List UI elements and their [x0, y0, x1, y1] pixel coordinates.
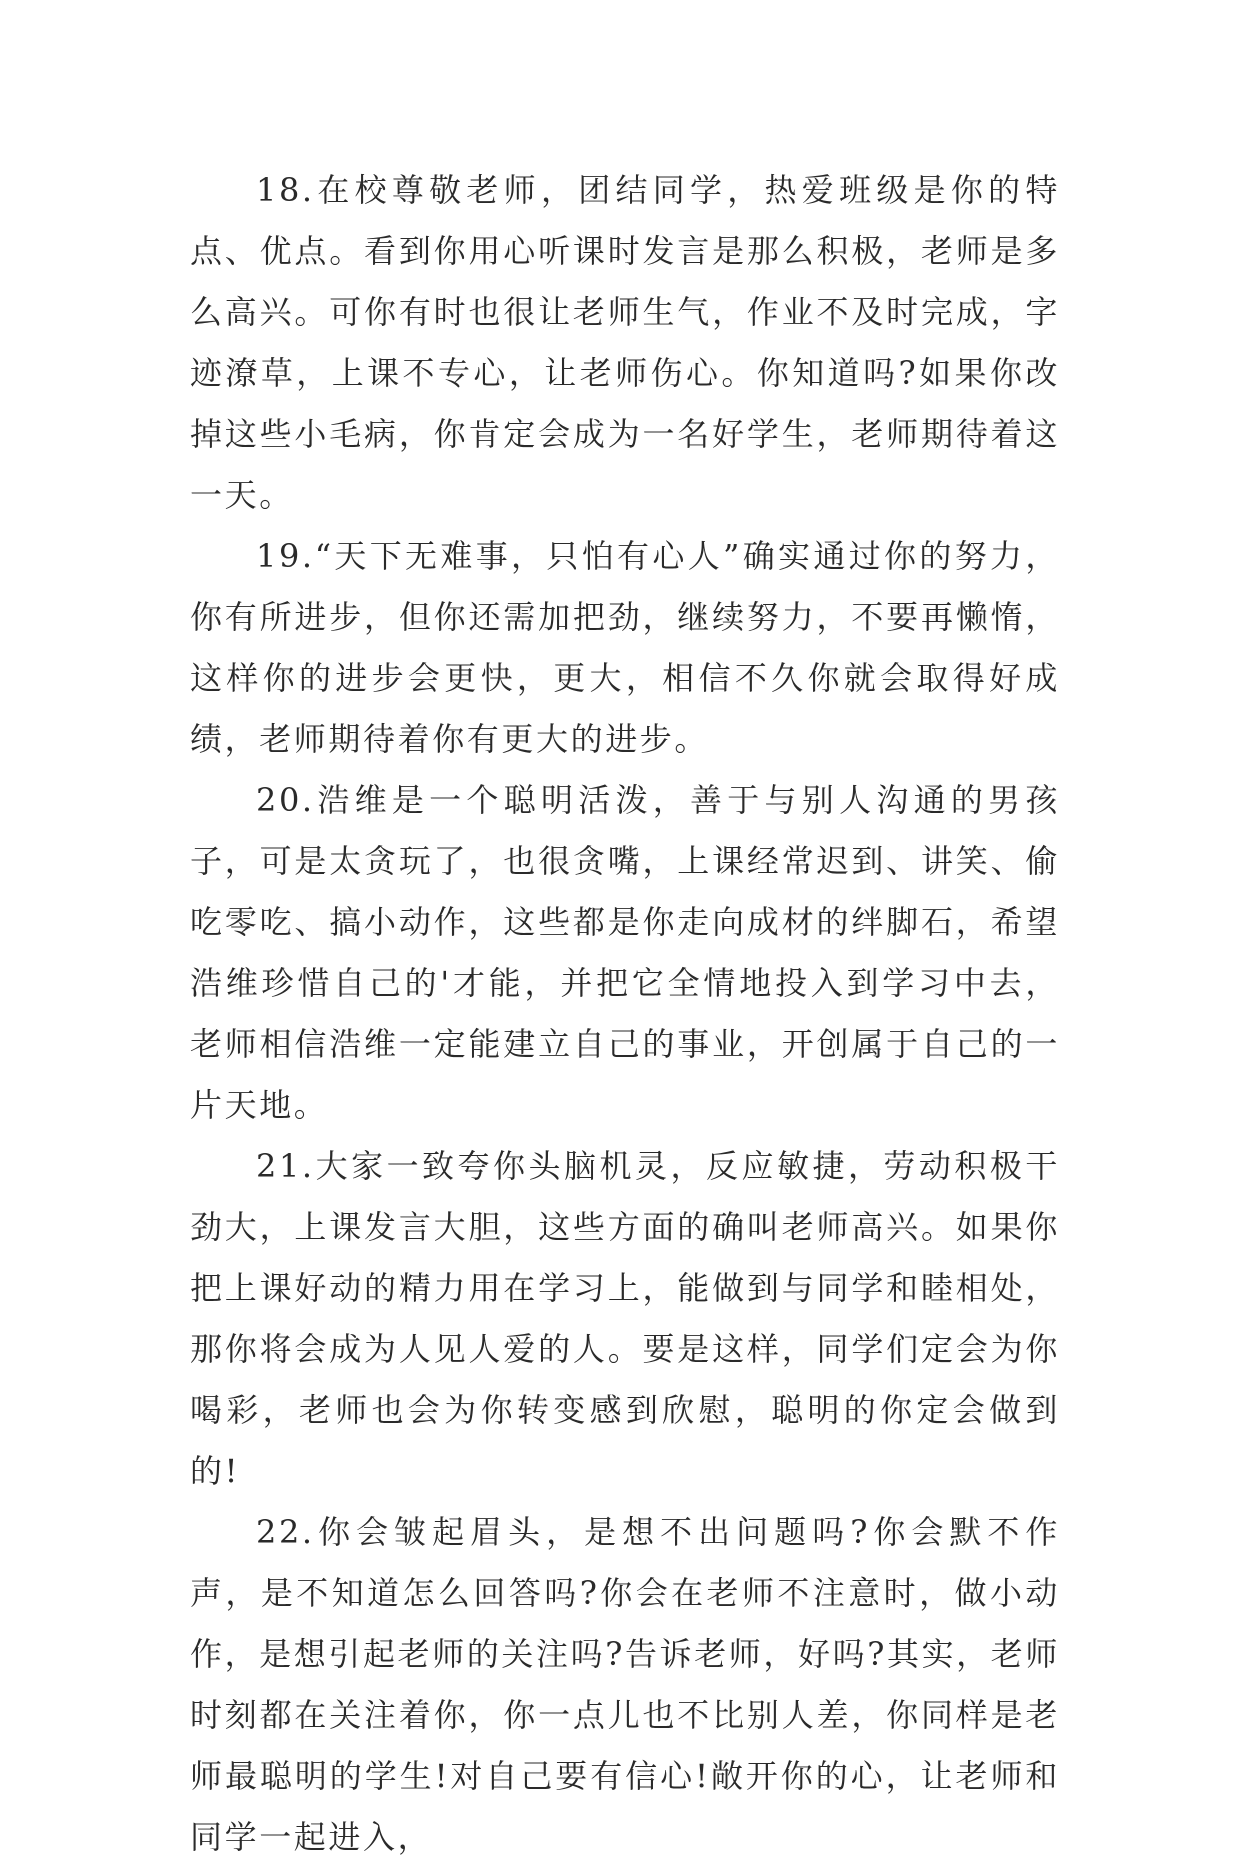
document-body: [190, 160, 1060, 1868]
comment-paragraph-22: 22.你会皱起眉头，是想不出问题吗?你会默不作声，是不知道怎么回答吗?你会在老师不注意时，做小动作，是想引起老师的关注吗?告诉老师，好吗?其实，老师时刻都在关注着你，你一点儿也不比别人差，你同样是老师最聪明的学生!对自己要有信心!敞开你的心，让老师和同学一起进入，: [190, 1513, 1060, 1856]
comment-paragraph-20: 20.浩维是一个聪明活泼，善于与别人沟通的男孩子，可是太贪玩了，也很贪嘴，上课经常迟到、讲笑、偷吃零吃、搞小动作，这些都是你走向成材的绊脚石，希望浩维珍惜自己的'才能，并把它全情地投入到学习中去，老师相信浩维一定能建立自己的事业，开创属于自己的一片天地。: [190, 781, 1060, 1124]
comment-paragraph-19: 19.“天下无难事，只怕有心人”确实通过你的努力，你有所进步，但你还需加把劲，继续努力，不要再懒惰，这样你的进步会更快，更大，相信不久你就会取得好成绩，老师期待着你有更大的进步。: [190, 537, 1060, 758]
comment-paragraph-18: 18.在校尊敬老师，团结同学，热爱班级是你的特点、优点。看到你用心听课时发言是那么积极，老师是多么高兴。可你有时也很让老师生气，作业不及时完成，字迹潦草，上课不专心，让老师伤心。你知道吗?如果你改掉这些小毛病，你肯定会成为一名好学生，老师期待着这一天。: [190, 171, 1060, 514]
comment-paragraph-21: 21.大家一致夸你头脑机灵，反应敏捷，劳动积极干劲大，上课发言大胆，这些方面的确叫老师高兴。如果你把上课好动的精力用在学习上，能做到与同学和睦相处，那你将会成为人见人爱的人。要是这样，同学们定会为你喝彩，老师也会为你转变感到欣慰，聪明的你定会做到的!: [190, 1147, 1060, 1490]
